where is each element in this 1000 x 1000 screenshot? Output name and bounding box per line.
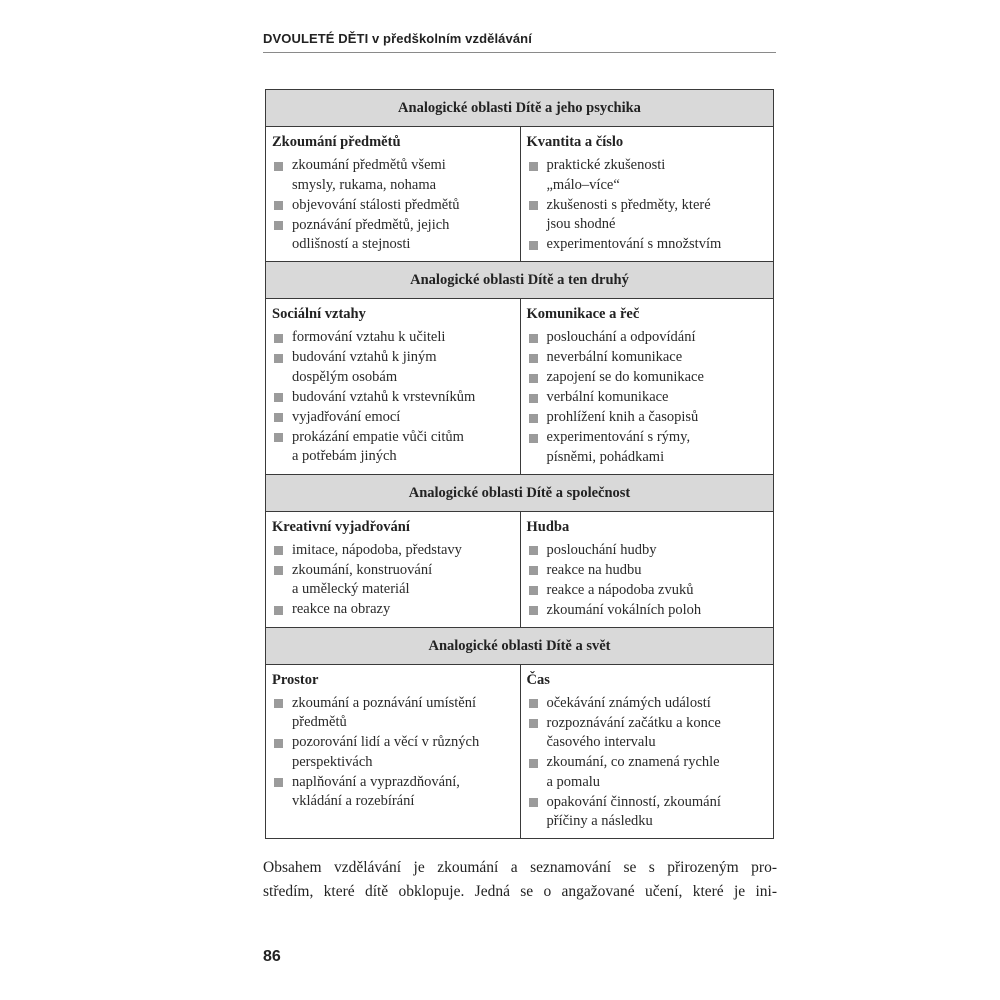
square-bullet-icon <box>529 241 538 250</box>
square-bullet-icon <box>274 566 283 575</box>
list-item-text: opakování činností, zkoumání <box>546 793 721 810</box>
list-item-text: reakce na obrazy <box>292 601 391 617</box>
list-item-text: zkoumání a poznávání umístění <box>292 694 477 711</box>
area-title: Zkoumání předmětů <box>272 134 401 150</box>
square-bullet-icon <box>529 374 538 383</box>
area-title: Kreativní vyjadřování <box>272 518 410 535</box>
list-item-text: očekávání známých událostí <box>546 694 711 711</box>
list-item-text: perspektivách <box>292 753 373 770</box>
page-number: 86 <box>263 948 281 965</box>
list-item <box>272 216 514 255</box>
list-item-text: prokázání empatie vůči citům <box>292 428 464 445</box>
square-bullet-icon <box>529 354 538 363</box>
table-section <box>266 90 773 261</box>
list-item-text: zkoumání, konstruování <box>292 561 433 578</box>
area-cell <box>520 512 774 627</box>
list-item-text: smysly, rukama, nohama <box>292 176 437 193</box>
square-bullet-icon <box>529 719 538 728</box>
area-cell <box>520 299 774 474</box>
list-item <box>272 561 514 600</box>
square-bullet-icon <box>529 586 538 595</box>
list-item <box>272 600 514 620</box>
area-cell <box>266 299 520 474</box>
section-heading: Analogické oblasti Dítě a ten druhý <box>266 261 773 299</box>
body-paragraph <box>263 856 777 903</box>
area-item-list <box>527 156 768 255</box>
list-item-text: objevování stálosti předmětů <box>292 196 460 213</box>
list-item-text: zkoumání, co znamená rychle <box>546 754 720 770</box>
square-bullet-icon <box>274 354 283 363</box>
list-item-text: zapojení se do komunikace <box>546 369 704 385</box>
list-item <box>527 753 768 792</box>
list-item <box>527 541 768 561</box>
list-item <box>527 428 768 467</box>
list-item-text: zkoumání vokálních poloh <box>546 601 702 618</box>
square-bullet-icon <box>274 162 283 171</box>
square-bullet-icon <box>529 699 538 708</box>
area-title: Prostor <box>272 671 319 688</box>
square-bullet-icon <box>529 759 538 768</box>
list-item-text: písněmi, pohádkami <box>546 448 665 465</box>
square-bullet-icon <box>274 433 283 442</box>
square-bullet-icon <box>274 546 283 555</box>
section-heading: Analogické oblasti Dítě a jeho psychika <box>266 90 773 127</box>
list-item-text: verbální komunikace <box>546 389 669 405</box>
list-item <box>527 581 768 601</box>
list-item-text: reakce a nápodoba zvuků <box>546 581 694 598</box>
list-item-text: neverbální komunikace <box>546 349 683 365</box>
list-item-text: a potřebám jiných <box>292 448 397 464</box>
list-item-text: příčiny a následku <box>546 813 653 829</box>
list-item-text: časového intervalu <box>546 734 656 750</box>
section-heading: Analogické oblasti Dítě a svět <box>266 627 773 665</box>
list-item-text: vkládání a rozebírání <box>292 793 415 809</box>
area-cell <box>266 127 520 261</box>
header-rule <box>263 52 776 53</box>
square-bullet-icon <box>529 546 538 555</box>
list-item <box>272 156 514 195</box>
list-item-text: experimentování s rýmy, <box>546 429 691 445</box>
area-item-list <box>527 328 768 467</box>
list-item-text: a pomalu <box>546 773 601 790</box>
square-bullet-icon <box>529 434 538 443</box>
square-bullet-icon <box>529 606 538 615</box>
list-item <box>527 601 768 621</box>
square-bullet-icon <box>274 201 283 210</box>
table-section <box>266 627 773 839</box>
list-item <box>272 328 514 348</box>
square-bullet-icon <box>529 394 538 403</box>
square-bullet-icon <box>274 393 283 402</box>
section-row <box>266 299 773 474</box>
list-item <box>527 561 768 581</box>
list-item-text: formování vztahu k učiteli <box>292 329 446 345</box>
area-item-list <box>272 156 514 255</box>
list-item <box>527 408 768 428</box>
area-title: Hudba <box>526 518 570 535</box>
list-item-text: praktické zkušenosti <box>546 157 666 173</box>
list-item-text: budování vztahů k vrstevníkům <box>292 388 476 405</box>
area-title: Sociální vztahy <box>272 306 366 322</box>
list-item <box>527 388 768 408</box>
body-line: středím, které dítě obklopuje. Jedná se o angažované učení, které je ini- <box>263 882 777 900</box>
square-bullet-icon <box>274 334 283 343</box>
list-item <box>272 408 514 428</box>
list-item <box>272 694 514 733</box>
list-item-text: poslouchání hudby <box>546 541 657 558</box>
area-item-list <box>272 328 514 467</box>
square-bullet-icon <box>274 739 283 748</box>
list-item-text: zkušenosti s předměty, které <box>546 196 711 213</box>
list-item <box>272 541 514 561</box>
square-bullet-icon <box>274 221 283 230</box>
list-item <box>272 733 514 772</box>
list-item-text: „málo–více“ <box>546 176 620 193</box>
list-item-text: reakce na hudbu <box>546 561 642 578</box>
list-item <box>527 368 768 388</box>
list-item-text: imitace, nápodoba, představy <box>292 541 462 558</box>
list-item-text: budování vztahů k jiným <box>292 349 437 365</box>
list-item <box>527 348 768 368</box>
square-bullet-icon <box>529 798 538 807</box>
area-cell <box>520 665 774 839</box>
list-item-text: a umělecký materiál <box>292 581 410 597</box>
list-item <box>272 773 514 812</box>
square-bullet-icon <box>529 334 538 343</box>
list-item-text: prohlížení knih a časopisů <box>546 409 699 425</box>
square-bullet-icon <box>529 201 538 210</box>
square-bullet-icon <box>529 162 538 171</box>
table-section <box>266 474 773 627</box>
area-item-list <box>272 694 514 812</box>
list-item <box>527 694 768 714</box>
area-item-list <box>272 541 514 620</box>
body-line: Obsahem vzdělávání je zkoumání a seznamování se s přirozeným pro- <box>263 859 777 876</box>
area-cell <box>266 512 520 627</box>
list-item-text: předmětů <box>292 714 347 730</box>
square-bullet-icon <box>529 566 538 575</box>
list-item <box>527 714 768 753</box>
list-item-text: vyjadřování emocí <box>292 408 401 425</box>
table-section <box>266 261 773 474</box>
area-item-list <box>527 694 768 832</box>
list-item <box>527 328 768 348</box>
list-item-text: poznávání předmětů, jejich <box>292 216 450 233</box>
list-item-text: rozpoznávání začátku a konce <box>546 714 721 731</box>
section-row <box>266 512 773 627</box>
list-item <box>272 348 514 387</box>
list-item <box>527 793 768 832</box>
list-item <box>272 388 514 408</box>
running-head: DVOULETÉ DĚTI v předškolním vzdělávání <box>263 31 532 46</box>
section-row <box>266 665 773 839</box>
square-bullet-icon <box>529 414 538 423</box>
list-item <box>527 235 768 255</box>
list-item-text: zkoumání předmětů všemi <box>292 157 446 173</box>
list-item-text: poslouchání a odpovídání <box>546 329 696 345</box>
area-item-list <box>527 541 768 621</box>
list-item-text: naplňování a vyprazdňování, <box>292 773 460 790</box>
area-title: Komunikace a řeč <box>526 306 640 322</box>
square-bullet-icon <box>274 699 283 708</box>
square-bullet-icon <box>274 606 283 615</box>
list-item-text: dospělým osobám <box>292 368 398 385</box>
area-title: Kvantita a číslo <box>526 134 624 150</box>
section-row <box>266 127 773 261</box>
list-item-text: experimentování s množstvím <box>546 236 722 252</box>
list-item-text: jsou shodné <box>546 216 616 232</box>
list-item <box>272 428 514 467</box>
section-heading: Analogické oblasti Dítě a společnost <box>266 474 773 512</box>
list-item <box>527 156 768 195</box>
areas-table <box>265 89 774 839</box>
list-item-text: pozorování lidí a věcí v různých <box>292 734 480 750</box>
square-bullet-icon <box>274 413 283 422</box>
list-item <box>272 196 514 216</box>
square-bullet-icon <box>274 778 283 787</box>
area-cell <box>520 127 774 261</box>
list-item-text: odlišností a stejnosti <box>292 236 411 252</box>
list-item <box>527 196 768 235</box>
area-title: Čas <box>526 671 550 688</box>
area-cell <box>266 665 520 839</box>
